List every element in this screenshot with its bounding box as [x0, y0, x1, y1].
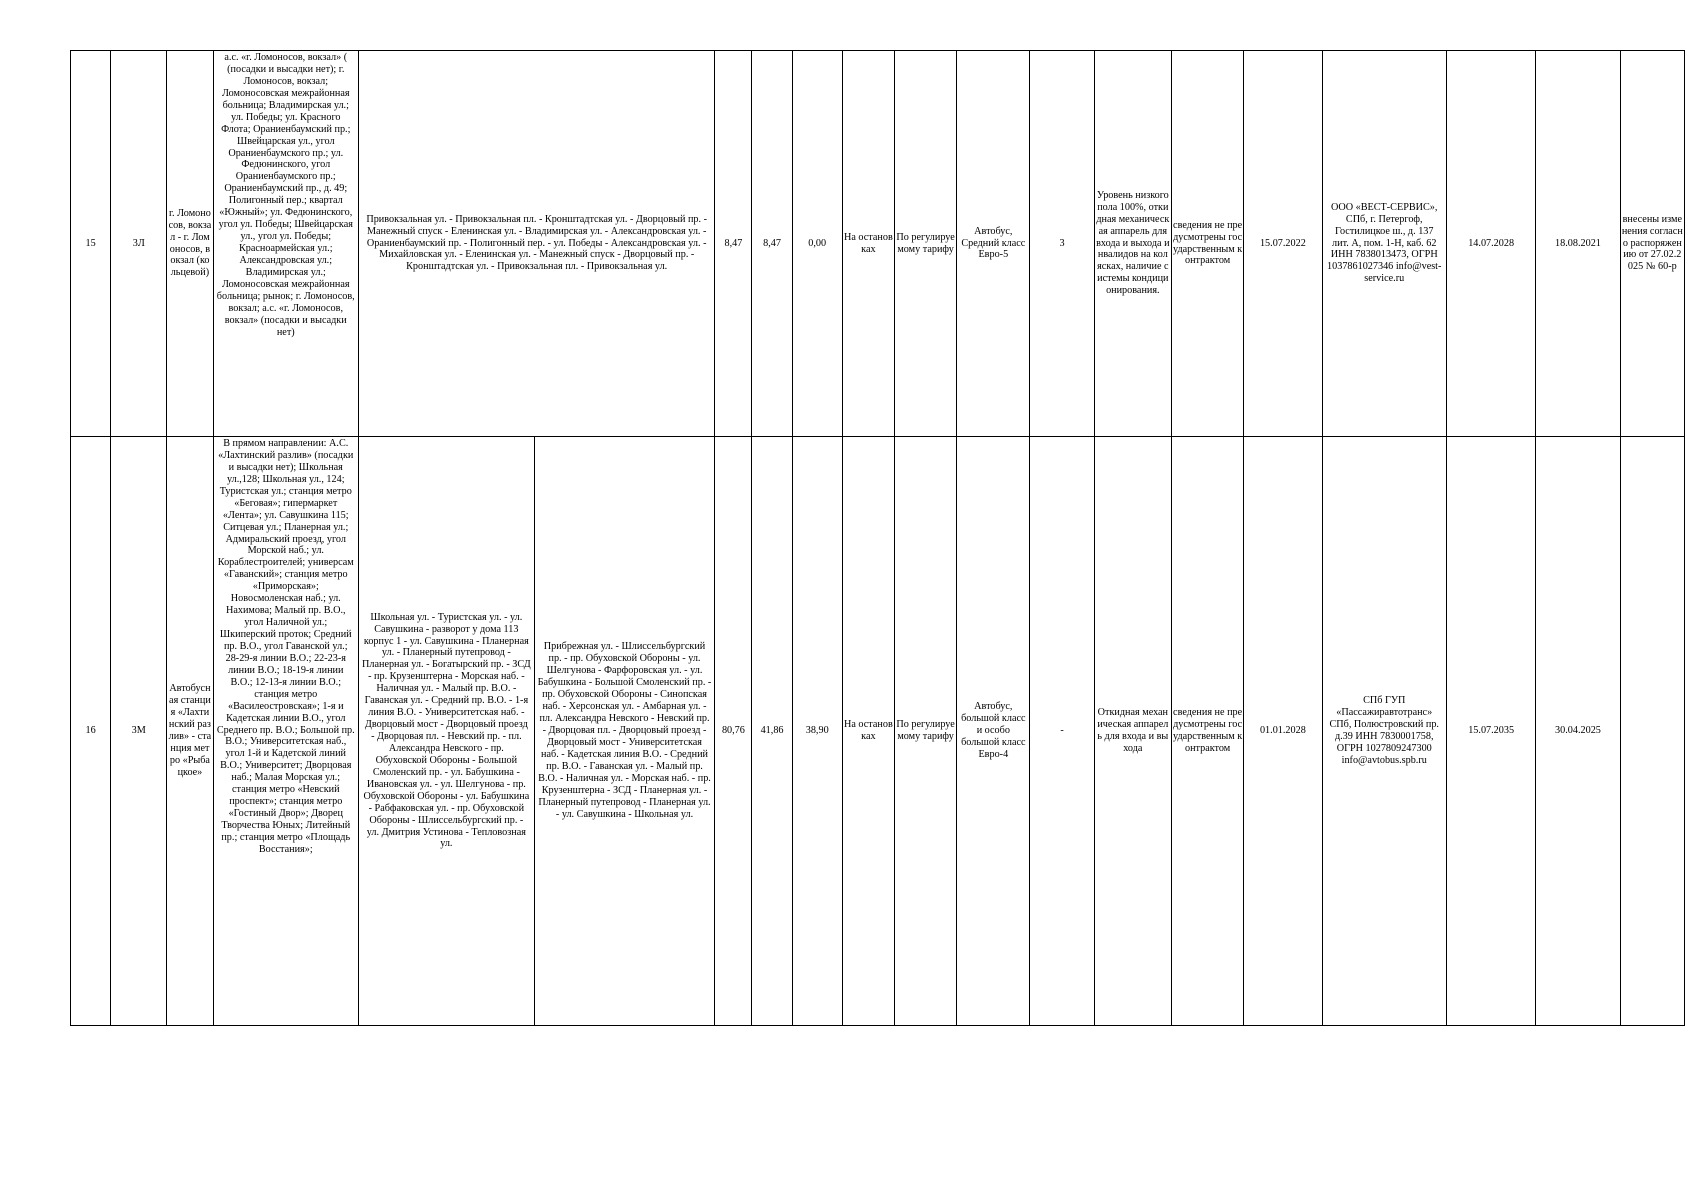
- start-date-cell: 01.01.2028: [1244, 437, 1322, 1026]
- stops-cell: а.с. «г. Ломоносов, вокзал» ( (посадки и высадки нет); г. Ломоносов, вокзал; Ломоносовская межрайонная больница; Владимирская ул.; ул. Победы; ул. Красного Флота; Ораниенбаумский пр.; Швейцарская ул., угол Ораниенбаумского пр.; ул. Федюнинского, угол Ораниенбаумского пр.; Ораниенбаумский пр., д. 49; Полигонный пер.; квартал «Южный»; ул. Федюнинского, угол ул. Победы; Швейцарская ул., угол ул. Победы; Красноармейская ул.; Александровская ул.; Владимирская ул.; Ломоносовская межрайонная больница; рынок; г. Ломоносов, вокзал; а.с. «г. Ломоносов, вокзал» (посадки и высадки нет): [213, 51, 359, 437]
- change-date-cell: 30.04.2025: [1536, 437, 1620, 1026]
- start-date-cell: 15.07.2022: [1244, 51, 1322, 437]
- length-backward-cell: 8,47: [752, 51, 792, 437]
- route-name-cell: Автобусная станция «Лахтинский разлив» - станция метро «Рыбацкое»: [167, 437, 213, 1026]
- route-number-cell: 3М: [111, 437, 167, 1026]
- tariff-cell: По регулируемому тарифу: [894, 51, 956, 437]
- streets-backward-cell: Прибрежная ул. - Шлиссельбургский пр. - пр. Обуховской Обороны - ул. Шелгунова - Фарфоровская ул. - ул. Бабушкина - Большой Смоленский пр. - пр. Обуховской Обороны - Синопская наб. - Херсонская ул. - Амбарная ул. - пл. Александра Невского - Невский пр. - Дворцовая пл. - Дворцовый проезд - Дворцовый мост - Университетская наб. - Кадетская линия В.О. - Средний пр. В.О. - Гаванская ул. - Малый пр. В.О. - Наличная ул. - Морская наб. - пр. Крузенштерна - ЗСД - Планерная ул. - Планерный путепровод - Планерная ул. - ул. Савушкина - Школьная ул.: [534, 437, 715, 1026]
- streets-forward-cell: Школьная ул. - Туристская ул. - ул. Савушкина - разворот у дома 113 корпус 1 - ул. Савушкина - Планерная ул. - Планерный путепровод - Планерная ул. - Богатырский пр. - ЗСД - пр. Крузенштерна - Морская наб. - Наличная ул. - Малый пр. В.О. - Гаванская ул. - Средний пр. В.О. - 1-я линия В.О. - Университетская наб. - Дворцовый мост - Дворцовый проезд - Дворцовая пл. - Невский пр. - пл. Александра Невского - пр. Обуховской Обороны - Большой Смоленский пр. - ул. Бабушкина - Ивановская ул. - ул. Шелгунова - пр. Обуховской Обороны - ул. Бабушкина - Рабфаковская ул. - пр. Обуховской Обороны - Шлиссельбургский пр. - ул. Дмитрия Устинова - Тепловозная ул.: [359, 437, 535, 1026]
- note-cell: [1620, 437, 1684, 1026]
- note-cell: внесены изменения согласно распоряжению от 27.02.2025 № 60-р: [1620, 51, 1684, 437]
- subsidy-cell: сведения не предусмотрены государственным контрактом: [1171, 51, 1243, 437]
- row-number-cell: 15: [71, 51, 111, 437]
- length-backward-cell: 41,86: [752, 437, 792, 1026]
- row-number-cell: 16: [71, 437, 111, 1026]
- vehicle-count-cell: 3: [1030, 51, 1094, 437]
- carrier-cell: ООО «ВЕСТ-СЕРВИС», СПб, г. Петергоф, Гостилицкое ш., д. 137 лит. А, пом. 1-Н, каб. 62 ИНН 7838013473, ОГРН 1037861027346 info@vest-service.ru: [1322, 51, 1446, 437]
- change-date-cell: 18.08.2021: [1536, 51, 1620, 437]
- vehicle-characteristics-cell: Откидная механическая аппарель для входа и выхода: [1094, 437, 1171, 1026]
- stop-order-cell: На остановках: [842, 437, 894, 1026]
- route-number-cell: 3Л: [111, 51, 167, 437]
- vehicle-class-cell: Автобус, большой класс и особо большой класс Евро-4: [957, 437, 1030, 1026]
- streets-cell: Привокзальная ул. - Привокзальная пл. - Кронштадтская ул. - Дворцовый пр. - Манежный спуск - Еленинская ул. - Владимирская ул. - Александровская ул. - Ораниенбаумский пр. - Полигонный пер. - ул. Победы - Александровская ул. - Михайловская ул. - Еленинская ул. - Манежный спуск - Дворцовый пр. - Кронштадтская ул. - Привокзальная пл. - Привокзальная ул.: [359, 51, 715, 437]
- stop-order-cell: На остановках: [842, 51, 894, 437]
- table-row: [71, 437, 1685, 1026]
- length-extra-cell: 0,00: [792, 51, 842, 437]
- end-date-cell: 15.07.2035: [1446, 437, 1535, 1026]
- subsidy-cell: сведения не предусмотрены государственным контрактом: [1171, 437, 1243, 1026]
- vehicle-count-cell: -: [1030, 437, 1094, 1026]
- table-row: [71, 51, 1685, 437]
- stops-cell: В прямом направлении: А.С. «Лахтинский разлив» (посадки и высадки нет); Школьная ул.,128; Школьная ул., 124; Туристская ул.; станция метро «Беговая»; гипермаркет «Лента»; ул. Савушкина 115; Ситцевая ул.; Планерная ул.; Адмиральский проезд, угол Морской наб.; ул. Кораблестроителей; универсам «Гаванский»; станция метро «Приморская»; Новосмоленская наб.; ул. Нахимова; Малый пр. В.О., угол Наличной ул.; Шкиперский проток; Средний пр. В.О., угол Гаванской ул.; 28-29-я линии В.О.; 22-23-я линии В.О.; 18-19-я линии В.О.; 12-13-я линии В.О.; станция метро «Василеостровская»; 1-я и Кадетская линии В.О., угол Среднего пр. В.О.; Большой пр. В.О.; Университетская наб., угол 1-й и Кадетской линий В.О.; Университет; Дворцовая наб.; Малая Морская ул.; станция метро «Невский проспект»; станция метро «Гостиный Двор»; Дворец Творчества Юных; Литейный пр.; станция метро «Площадь Восстания»;: [213, 437, 359, 1026]
- vehicle-characteristics-cell: Уровень низкого пола 100%, откидная механическая аппарель для входа и выхода инвалидов на колясках, наличие системы кондиционирования.: [1094, 51, 1171, 437]
- length-forward-cell: 8,47: [715, 51, 752, 437]
- carrier-cell: СПб ГУП «Пассажиравтотранс» СПб, Полюстровский пр. д.39 ИНН 7830001758, ОГРН 1027809247300 info@avtobus.spb.ru: [1322, 437, 1446, 1026]
- tariff-cell: По регулируемому тарифу: [894, 437, 956, 1026]
- length-forward-cell: 80,76: [715, 437, 752, 1026]
- route-name-cell: г. Ломоносов, вокзал - г. Ломоносов, вокзал (кольцевой): [167, 51, 213, 437]
- length-extra-cell: 38,90: [792, 437, 842, 1026]
- vehicle-class-cell: Автобус, Средний класс Евро-5: [957, 51, 1030, 437]
- end-date-cell: 14.07.2028: [1446, 51, 1535, 437]
- route-registry-table: [70, 50, 1685, 1026]
